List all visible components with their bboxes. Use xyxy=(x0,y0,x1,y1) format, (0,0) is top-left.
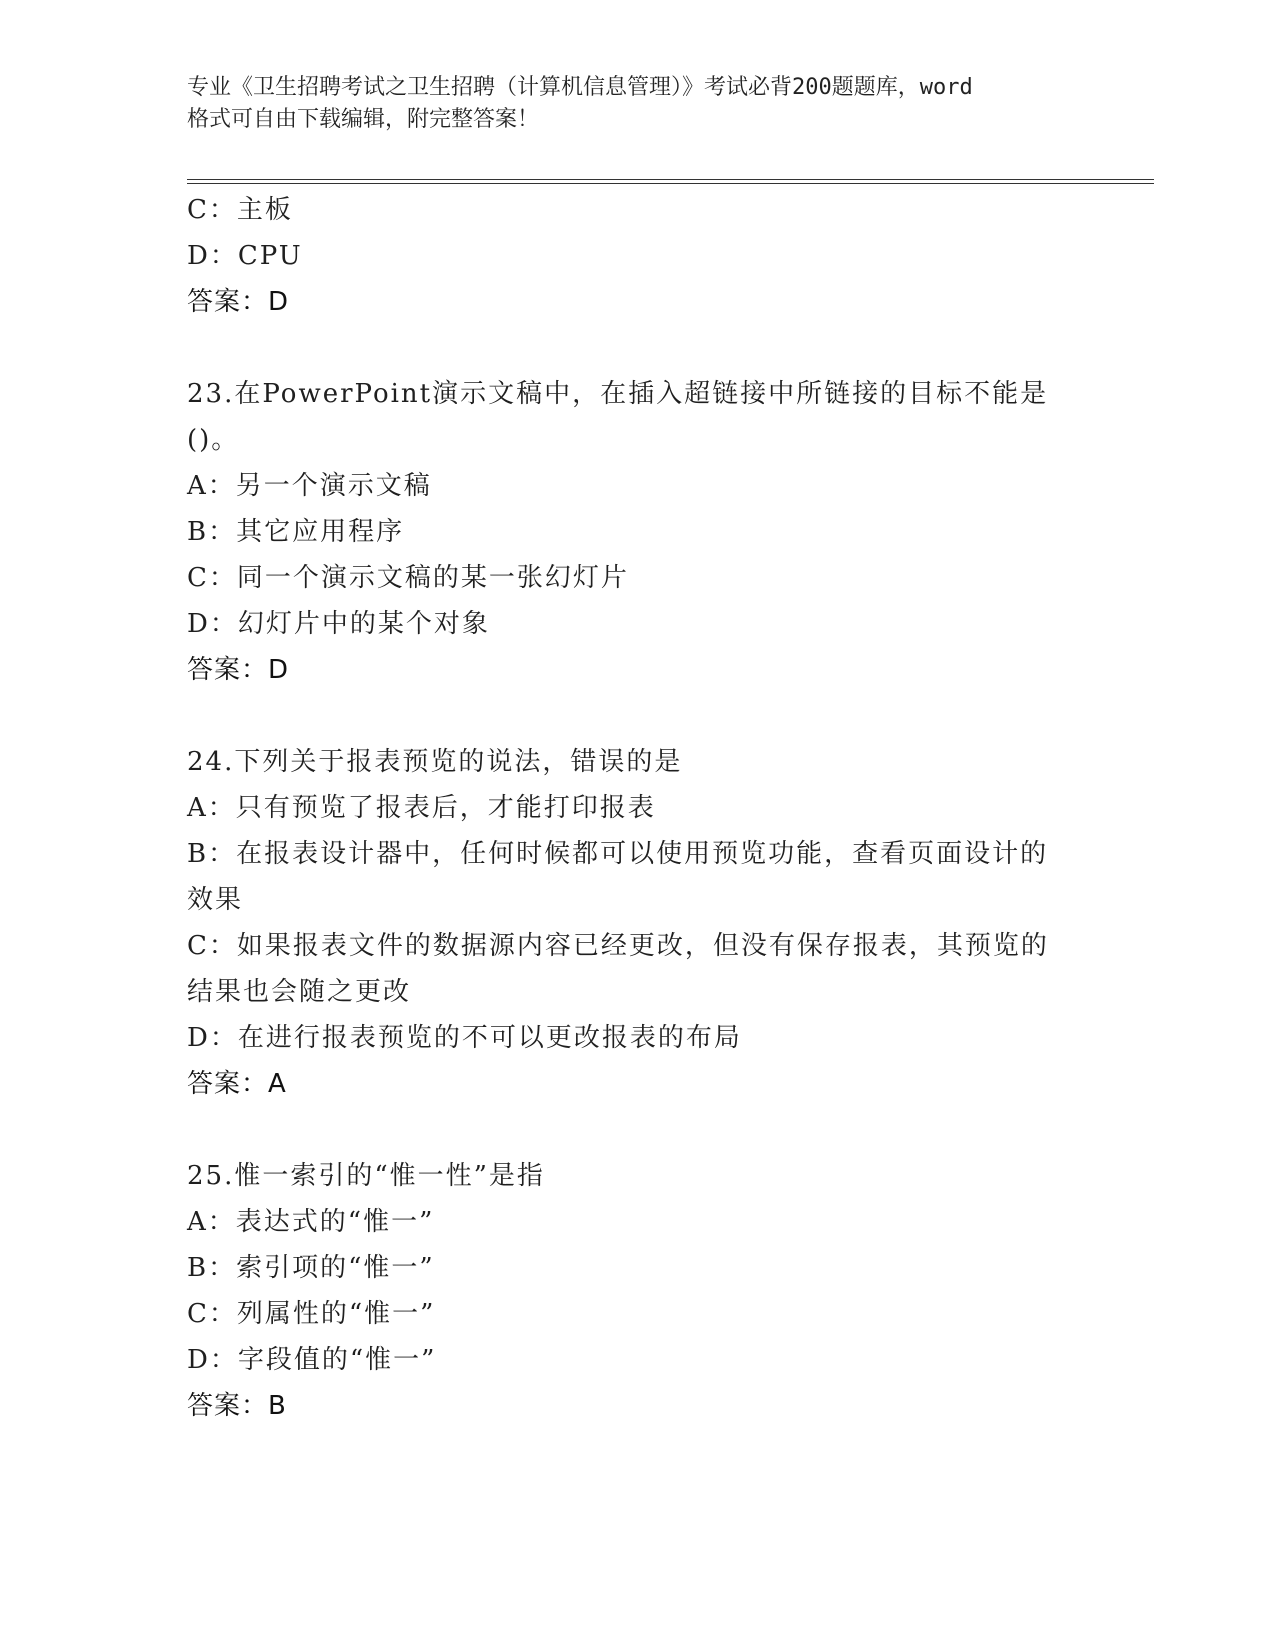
question-text: 23.在PowerPoint演示文稿中，在插入超链接中所链接的目标不能是 xyxy=(187,379,1049,409)
option-d: D：幻灯片中的某个对象 xyxy=(187,609,490,639)
answer-label: 答案：D xyxy=(187,287,290,317)
question-list xyxy=(187,187,1087,1429)
option-b: B：其它应用程序 xyxy=(187,517,405,547)
document-header xyxy=(187,72,1087,136)
question-24 xyxy=(187,739,1087,1107)
option-b: B：在报表设计器中，任何时候都可以使用预览功能，查看页面设计的 xyxy=(187,839,1049,869)
question-text: 24.下列关于报表预览的说法，错误的是 xyxy=(187,747,683,777)
spacer xyxy=(187,325,1087,371)
option-a: A：只有预览了报表后，才能打印报表 xyxy=(187,793,656,823)
option-c: C：同一个演示文稿的某一张幻灯片 xyxy=(187,563,629,593)
option-c: C：主板 xyxy=(187,195,293,225)
option-a: A：另一个演示文稿 xyxy=(187,471,432,501)
header-title-line-2: 格式可自由下载编辑，附完整答案！ xyxy=(187,107,540,132)
option-c: C：如果报表文件的数据源内容已经更改，但没有保存报表，其预览的 xyxy=(187,931,1049,961)
answer-label: 答案：A xyxy=(187,1069,287,1099)
option-b-continued: 效果 xyxy=(187,885,244,915)
option-d: D：字段值的“惟一” xyxy=(187,1345,437,1375)
option-c: C：列属性的“惟一” xyxy=(187,1299,436,1329)
option-d: D：CPU xyxy=(187,241,303,271)
question-text-continued: ()。 xyxy=(187,425,240,455)
option-b: B：索引项的“惟一” xyxy=(187,1253,435,1283)
spacer xyxy=(187,693,1087,739)
header-title-line-1: 专业《卫生招聘考试之卫生招聘（计算机信息管理）》考试必背200题题库，word xyxy=(187,75,973,100)
option-d: D：在进行报表预览的不可以更改报表的布局 xyxy=(187,1023,742,1053)
option-a: A：表达式的“惟一” xyxy=(187,1207,435,1237)
question-25 xyxy=(187,1153,1087,1429)
question-23 xyxy=(187,371,1087,693)
question-22-tail xyxy=(187,187,1087,325)
question-text: 25.惟一索引的“惟一性”是指 xyxy=(187,1161,545,1191)
option-c-continued: 结果也会随之更改 xyxy=(187,977,412,1007)
header-divider-bottom xyxy=(187,183,1154,184)
header-divider-top xyxy=(187,179,1154,180)
answer-label: 答案：B xyxy=(187,1391,287,1421)
spacer xyxy=(187,1107,1087,1153)
answer-label: 答案：D xyxy=(187,655,290,685)
